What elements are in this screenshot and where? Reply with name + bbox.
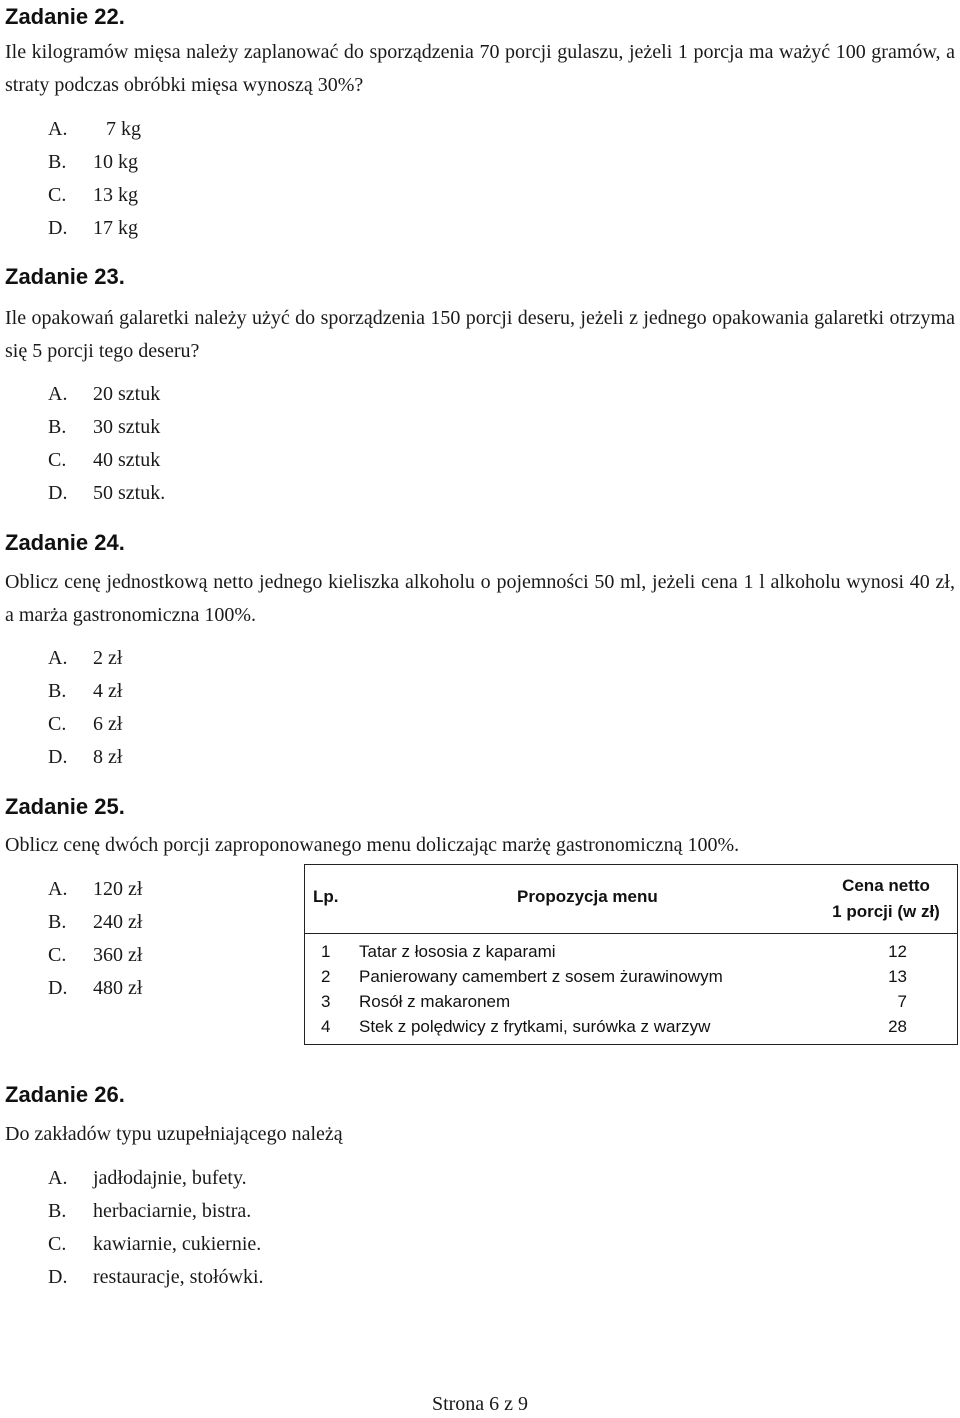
- option-letter: B.: [48, 151, 67, 173]
- task-23-option-a: [48, 378, 165, 411]
- option-text: herbaciarnie, bistra.: [93, 1200, 252, 1222]
- option-text: 480 zł: [93, 977, 143, 999]
- task-23-options: [48, 378, 165, 510]
- task-23-option-d: [48, 477, 165, 510]
- option-letter: D.: [48, 482, 68, 504]
- option-letter: B.: [48, 911, 67, 933]
- option-letter: B.: [48, 416, 67, 438]
- task-22-title: Zadanie 22.: [5, 4, 125, 29]
- option-text: 6 zł: [93, 713, 123, 735]
- task-25-option-a: [48, 873, 142, 906]
- menu-row: [305, 989, 957, 1014]
- task-23-option-c: [48, 444, 165, 477]
- option-letter: A.: [48, 383, 68, 405]
- option-text: 4 zł: [93, 680, 123, 702]
- option-text: 240 zł: [93, 911, 143, 933]
- row-price: 7: [897, 992, 907, 1011]
- task-25-options: [48, 873, 142, 1005]
- menu-row: [305, 964, 957, 989]
- option-letter: D.: [48, 746, 68, 768]
- task-26-title: Zadanie 26.: [5, 1082, 125, 1107]
- header-price-line2: 1 porcji (w zł): [832, 902, 940, 921]
- option-letter: C.: [48, 944, 67, 966]
- row-dish: Panierowany camembert z sosem żurawinowym: [359, 967, 723, 986]
- option-letter: A.: [48, 118, 68, 140]
- option-letter: B.: [48, 680, 67, 702]
- task-22-option-b: [48, 146, 141, 179]
- task-23-title: Zadanie 23.: [5, 264, 125, 289]
- header-menu: Propozycja menu: [517, 887, 658, 906]
- option-letter: D.: [48, 977, 68, 999]
- row-dish: Stek z polędwicy z frytkami, surówka z warzyw: [359, 1017, 711, 1036]
- task-25-question: Oblicz cenę dwóch porcji zaproponowanego menu doliczając marżę gastronomiczną 100%.: [5, 834, 740, 856]
- option-text: 20 sztuk: [93, 383, 161, 405]
- row-lp: 3: [321, 992, 331, 1011]
- task-26-options: [48, 1162, 264, 1294]
- option-text: kawiarnie, cukiernie.: [93, 1233, 262, 1255]
- option-letter: C.: [48, 1233, 67, 1255]
- option-letter: D.: [48, 1266, 68, 1288]
- row-lp: 2: [321, 967, 331, 986]
- option-letter: D.: [48, 217, 68, 239]
- row-dish: Rosół z makaronem: [359, 992, 511, 1011]
- option-text: 13 kg: [93, 184, 138, 206]
- option-text: 360 zł: [93, 944, 143, 966]
- option-text: 8 zł: [93, 746, 123, 768]
- task-24-title: Zadanie 24.: [5, 530, 125, 555]
- task-26-option-c: [48, 1228, 264, 1261]
- header-price-line1: Cena netto: [842, 876, 930, 895]
- header-lp: Lp.: [313, 887, 339, 906]
- task-24-option-b: [48, 675, 122, 708]
- task-22-options: [48, 113, 141, 245]
- task-25-title: Zadanie 25.: [5, 794, 125, 819]
- task-26-question: Do zakładów typu uzupełniającego należą: [5, 1123, 343, 1145]
- row-lp: 1: [321, 942, 331, 961]
- option-text: jadłodajnie, bufety.: [93, 1167, 247, 1189]
- task-25-option-c: [48, 939, 142, 972]
- task-24-options: [48, 642, 122, 774]
- option-text: restauracje, stołówki.: [93, 1266, 264, 1288]
- task-26-option-a: [48, 1162, 264, 1195]
- task-22-option-a: [48, 113, 141, 146]
- option-letter: A.: [48, 878, 68, 900]
- task-23-question: Ile opakowań galaretki należy użyć do sporządzenia 150 porcji deseru, jeżeli z jednego opakowania galaretki otrzyma się 5 porcji tego deseru?: [5, 307, 955, 362]
- task-24-option-d: [48, 741, 122, 774]
- option-letter: C.: [48, 713, 67, 735]
- task-23-option-b: [48, 411, 165, 444]
- task-26-option-d: [48, 1261, 264, 1294]
- option-text: 10 kg: [93, 151, 138, 173]
- row-price: 28: [888, 1017, 907, 1036]
- menu-table-header: [305, 865, 957, 934]
- menu-table: [304, 864, 958, 1045]
- menu-row: [305, 939, 957, 964]
- option-letter: C.: [48, 184, 67, 206]
- task-24-option-c: [48, 708, 122, 741]
- option-text: 120 zł: [93, 878, 143, 900]
- option-letter: C.: [48, 449, 67, 471]
- header-price: [821, 873, 951, 925]
- row-price: 12: [888, 942, 907, 961]
- task-26-option-b: [48, 1195, 264, 1228]
- option-text: 7 kg: [106, 118, 141, 140]
- option-letter: B.: [48, 1200, 67, 1222]
- task-24-option-a: [48, 642, 122, 675]
- task-22-option-d: [48, 212, 141, 245]
- menu-row: [305, 1014, 957, 1039]
- task-24-question: Oblicz cenę jednostkową netto jednego kieliszka alkoholu o pojemności 50 ml, jeżeli cena 1 l alkoholu wynosi 40 zł, a marża gastronomiczna 100%.: [5, 571, 955, 626]
- option-letter: A.: [48, 647, 68, 669]
- row-lp: 4: [321, 1017, 331, 1036]
- option-text: 2 zł: [93, 647, 123, 669]
- task-25-option-b: [48, 906, 142, 939]
- row-price: 13: [888, 967, 907, 986]
- option-letter: A.: [48, 1167, 68, 1189]
- option-text: 40 sztuk: [93, 449, 161, 471]
- option-text: 50 sztuk.: [93, 482, 166, 504]
- task-22-option-c: [48, 179, 141, 212]
- page-number: Strona 6 z 9: [431, 1393, 529, 1415]
- option-text: 30 sztuk: [93, 416, 161, 438]
- row-dish: Tatar z łososia z kaparami: [359, 942, 556, 961]
- task-22-question: Ile kilogramów mięsa należy zaplanować do sporządzenia 70 porcji gulaszu, jeżeli 1 porcja ma ważyć 100 gramów, a straty podczas obróbki mięsa wynoszą 30%?: [5, 41, 955, 96]
- option-text: 17 kg: [93, 217, 138, 239]
- task-25-option-d: [48, 972, 142, 1005]
